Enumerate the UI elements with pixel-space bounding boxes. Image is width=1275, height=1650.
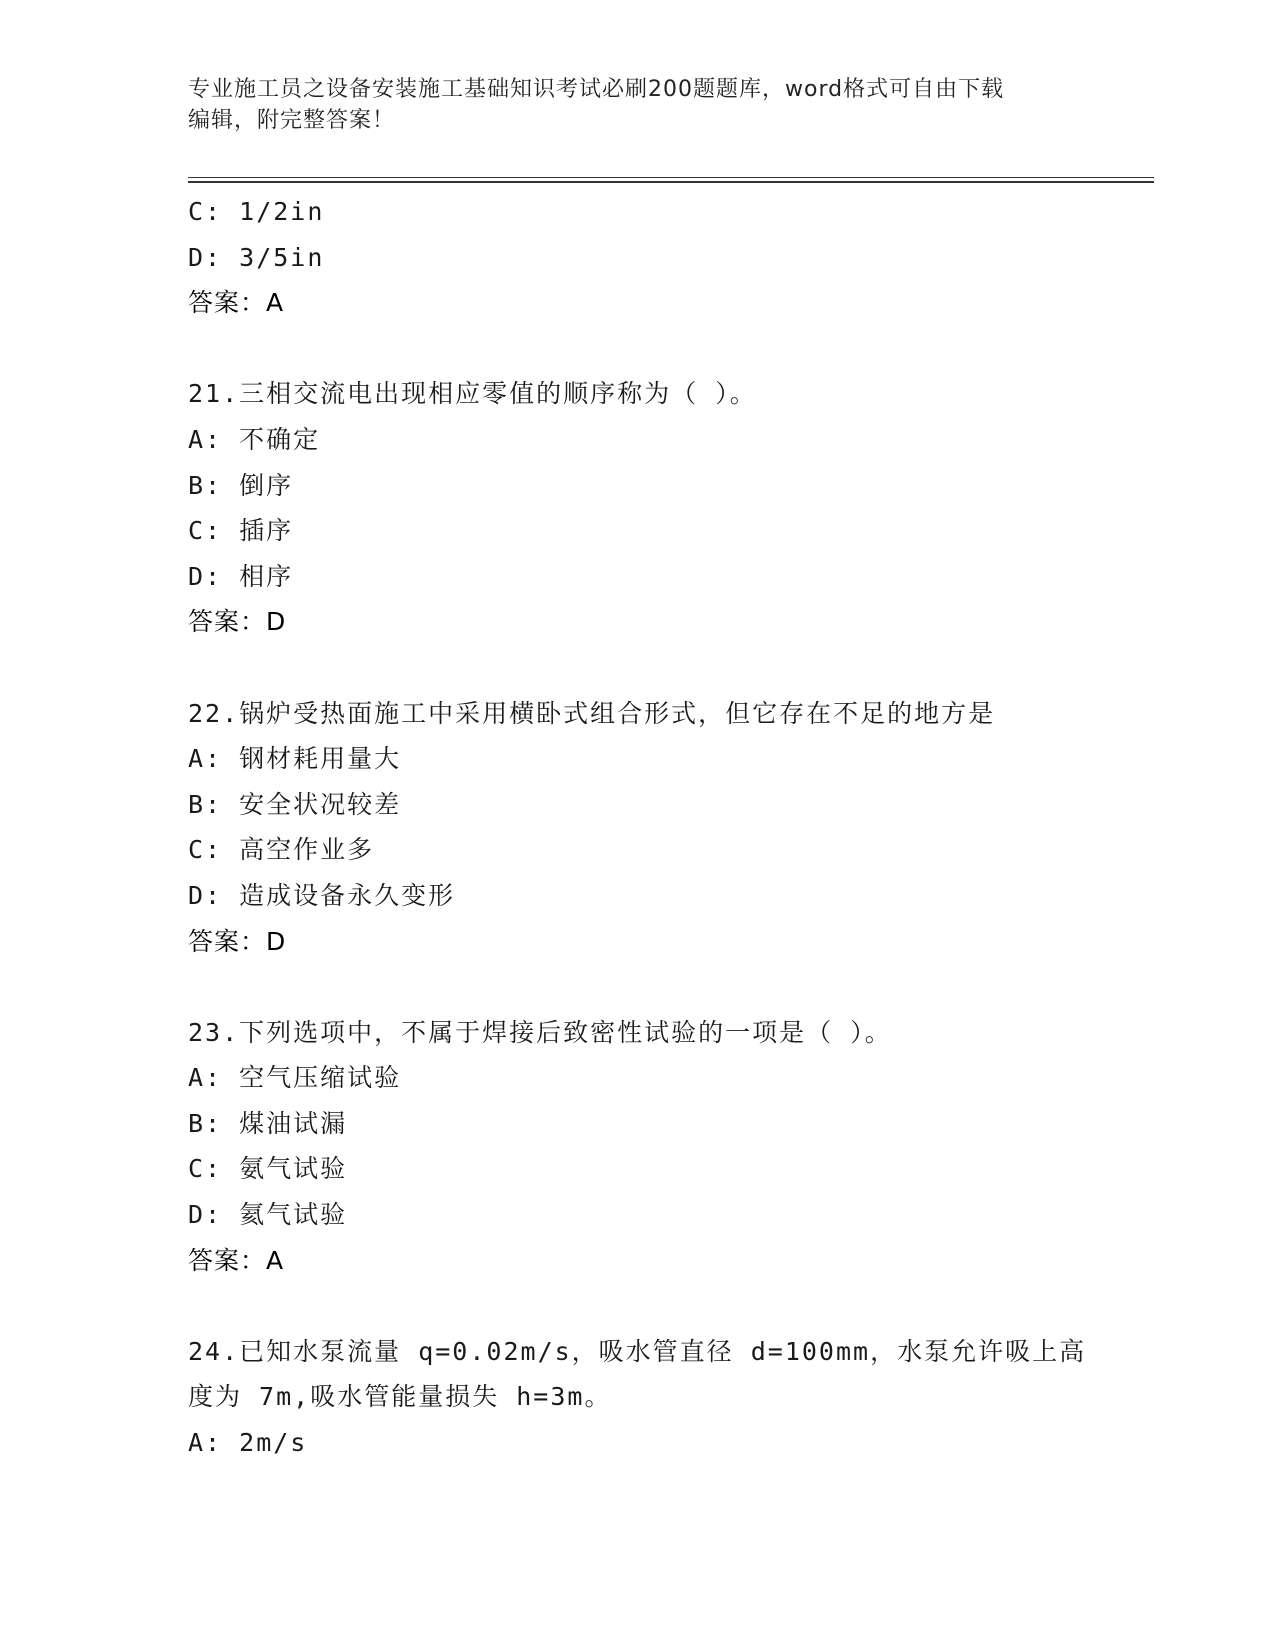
spacer — [188, 1283, 1148, 1329]
option-c: C: 1/2in — [188, 197, 325, 226]
header-title-line-2: 编辑，附完整答案！ — [188, 108, 396, 133]
spacer — [188, 964, 1148, 1010]
header-divider-thin — [188, 177, 1154, 178]
question-24-option-a: A: 2m/s — [188, 1428, 308, 1458]
question-22-option-d: D: 造成设备永久变形 — [188, 880, 456, 910]
question-24-stem-line-1: 24.已知水泵流量 q=0.02m/s，吸水管直径 d=100mm，水泵允许吸上高 — [188, 1336, 1087, 1366]
question-21-option-c: C: 插序 — [188, 516, 294, 546]
option-d: D: 3/5in — [188, 242, 325, 272]
question-22-stem: 22.锅炉受热面施工中采用横卧式组合形式，但它存在不足的地方是 — [188, 698, 996, 728]
answer-line: 答案：A — [188, 288, 285, 318]
header-title-line-1: 专业施工员之设备安装施工基础知识考试必刷200题题库，word格式可自由下载 — [188, 77, 1005, 102]
spacer — [188, 645, 1148, 691]
question-21-option-d: D: 相序 — [188, 561, 294, 591]
header-divider-thick — [188, 181, 1154, 183]
question-21-stem: 21.三相交流电出现相应零值的顺序称为（ ）。 — [188, 379, 757, 409]
question-23-option-d: D: 氦气试验 — [188, 1200, 348, 1230]
document-header — [188, 74, 1088, 136]
question-23-answer: 答案：A — [188, 1245, 285, 1275]
question-21-answer: 答案：D — [188, 607, 287, 637]
question-23-option-a: A: 空气压缩试验 — [188, 1063, 402, 1093]
question-23-option-b: B: 煤油试漏 — [188, 1108, 348, 1138]
spacer — [188, 326, 1148, 372]
question-22-option-c: C: 高空作业多 — [188, 835, 375, 865]
question-22-option-b: B: 安全状况较差 — [188, 789, 402, 819]
question-21-option-a: A: 不确定 — [188, 424, 321, 454]
question-22-answer: 答案：D — [188, 926, 287, 956]
question-23-option-c: C: 氨气试验 — [188, 1154, 348, 1184]
question-23-stem: 23.下列选项中，不属于焊接后致密性试验的一项是（ ）。 — [188, 1017, 892, 1047]
question-list — [188, 189, 1148, 1466]
question-21-option-b: B: 倒序 — [188, 470, 294, 500]
question-24-stem-line-2: 度为 7m,吸水管能量损失 h=3m。 — [188, 1382, 612, 1412]
question-22-option-a: A: 钢材耗用量大 — [188, 744, 402, 774]
